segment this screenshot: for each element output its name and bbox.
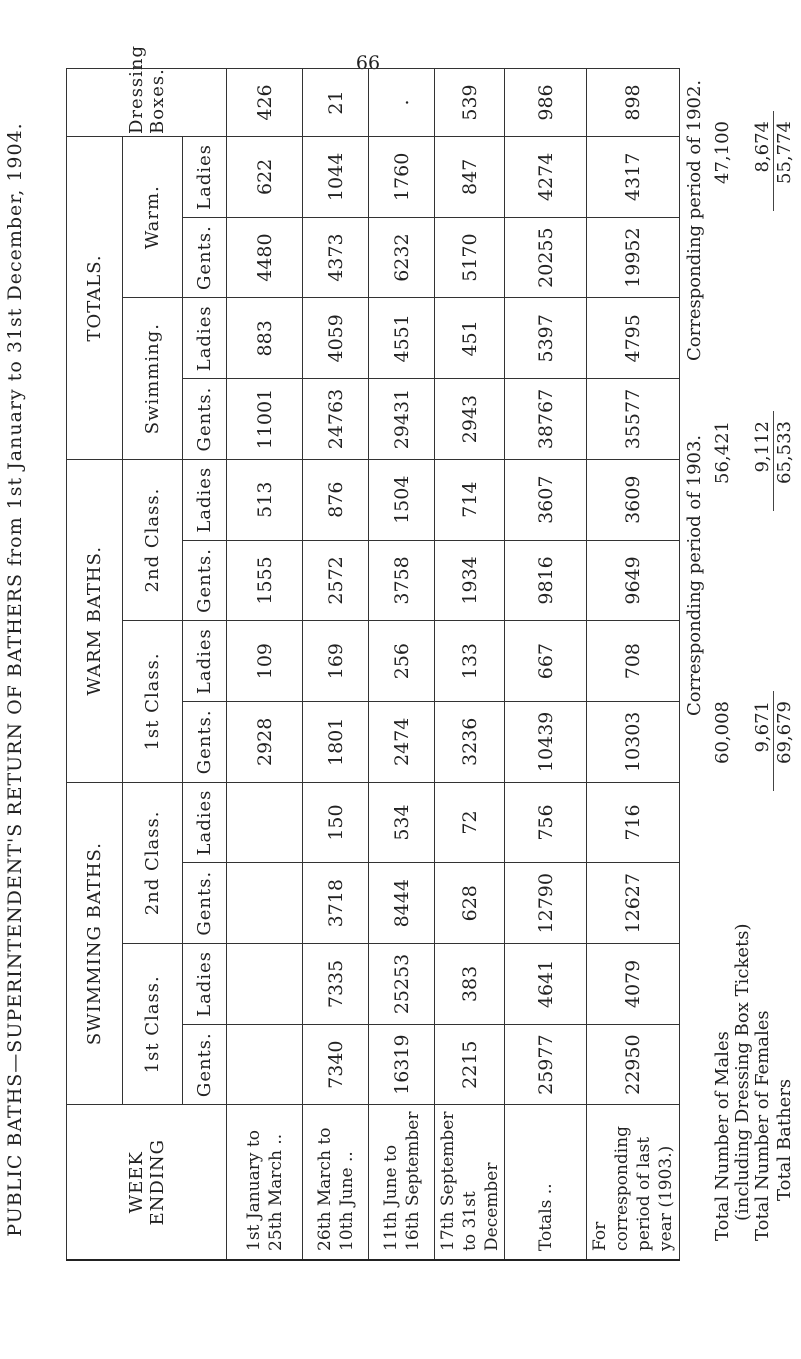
cell: 714 — [435, 459, 505, 540]
heading-1902: Corresponding period of 1902. — [684, 79, 705, 361]
cell: 2572 — [303, 540, 369, 621]
cell: 2215 — [435, 1024, 505, 1105]
cell: 12627 — [587, 863, 680, 944]
total-1903: 65,533 — [774, 421, 795, 484]
cell: 1044 — [303, 137, 369, 218]
col-gents: Gents. — [183, 701, 227, 782]
males-label: Total Number of Males — [712, 1031, 733, 1241]
males-1904: 60,008 — [712, 701, 733, 764]
cell: 986 — [505, 69, 587, 137]
swimming-baths-header: SWIMMING BATHS. — [67, 782, 123, 1105]
cell — [227, 1024, 303, 1105]
total-1904: 69,679 — [774, 701, 795, 764]
cell: 883 — [227, 298, 303, 379]
cell: 2474 — [369, 701, 435, 782]
col-gents: Gents. — [183, 863, 227, 944]
col-gents: Gents. — [183, 379, 227, 460]
cell: 133 — [435, 621, 505, 702]
warm-first-class-header: 1st Class. — [123, 621, 183, 782]
cell: 383 — [435, 944, 505, 1025]
cell: 3607 — [505, 459, 587, 540]
heading-1903: Corresponding period of 1903. — [684, 434, 705, 716]
cell: 25977 — [505, 1024, 587, 1105]
cell: 6232 — [369, 217, 435, 298]
cell: 426 — [227, 69, 303, 137]
col-gents: Gents. — [183, 540, 227, 621]
warm-second-class-header: 2nd Class. — [123, 459, 183, 620]
week-label: 17th September to 31st December — [435, 1105, 505, 1260]
cell: 2928 — [227, 701, 303, 782]
cell: 4551 — [369, 298, 435, 379]
cell: 539 — [435, 69, 505, 137]
totals-label: Totals .. — [505, 1105, 587, 1260]
table-row — [435, 69, 505, 1261]
cell: 1504 — [369, 459, 435, 540]
cell: 25253 — [369, 944, 435, 1025]
cell: 109 — [227, 621, 303, 702]
cell: 4795 — [587, 298, 680, 379]
cell: 10303 — [587, 701, 680, 782]
cell: 3718 — [303, 863, 369, 944]
cell: 72 — [435, 782, 505, 863]
cell: 756 — [505, 782, 587, 863]
cell: 256 — [369, 621, 435, 702]
week-label: 26th March to 10th June .. — [303, 1105, 369, 1260]
cell: 9649 — [587, 540, 680, 621]
cell: 4059 — [303, 298, 369, 379]
cell: 11001 — [227, 379, 303, 460]
cell: 1801 — [303, 701, 369, 782]
cell: 38767 — [505, 379, 587, 460]
cell: 29431 — [369, 379, 435, 460]
cell: 5397 — [505, 298, 587, 379]
swimming-first-class-header: 1st Class. — [123, 944, 183, 1105]
cell: 716 — [587, 782, 680, 863]
table-row — [227, 69, 303, 1261]
cell: 10439 — [505, 701, 587, 782]
table-row — [303, 69, 369, 1261]
col-gents: Gents. — [183, 1024, 227, 1105]
cell: 1555 — [227, 540, 303, 621]
females-label: Total Number of Females — [752, 1010, 773, 1241]
col-ladies: Ladies — [183, 782, 227, 863]
cell: 9816 — [505, 540, 587, 621]
cell — [227, 863, 303, 944]
col-ladies: Ladies — [183, 944, 227, 1025]
cell: 24763 — [303, 379, 369, 460]
cell: 847 — [435, 137, 505, 218]
col-ladies: Ladies — [183, 298, 227, 379]
cell: 8444 — [369, 863, 435, 944]
females-1902: 8,674 — [752, 121, 773, 173]
week-label: 11th June to 16th September — [369, 1105, 435, 1260]
females-1903: 9,112 — [752, 421, 773, 473]
totals-warm-header: Warm. — [123, 137, 183, 298]
cell: 150 — [303, 782, 369, 863]
cell: 4274 — [505, 137, 587, 218]
total-bathers-label: Total Bathers — [774, 1078, 795, 1201]
cell: 4373 — [303, 217, 369, 298]
cell: 21 — [303, 69, 369, 137]
cell: 4317 — [587, 137, 680, 218]
females-1904: 9,671 — [752, 701, 773, 753]
cell: 12790 — [505, 863, 587, 944]
cell: 7340 — [303, 1024, 369, 1105]
cell — [227, 944, 303, 1025]
cell: 1760 — [369, 137, 435, 218]
page-title: PUBLIC BATHS—SUPERINTENDENT'S RETURN OF BATHERS from 1st January to 31st December, 1904. — [4, 122, 26, 1237]
cell: 169 — [303, 621, 369, 702]
cell: 16319 — [369, 1024, 435, 1105]
bathers-table — [66, 44, 680, 1261]
cell: 708 — [587, 621, 680, 702]
cell: 876 — [303, 459, 369, 540]
totals-row — [505, 69, 587, 1261]
cell: 22950 — [587, 1024, 680, 1105]
cell — [227, 782, 303, 863]
cell: 5170 — [435, 217, 505, 298]
total-1902: 55,774 — [774, 121, 795, 184]
cell: 4641 — [505, 944, 587, 1025]
dressing-box-note: (including Dressing Box Tickets) — [732, 923, 753, 1221]
previous-year-label: For corresponding period of last year (1903.) — [587, 1105, 680, 1260]
swimming-second-class-header: 2nd Class. — [123, 782, 183, 943]
cell: 622 — [227, 137, 303, 218]
totals-header: TOTALS. — [67, 137, 123, 460]
cell: 19952 — [587, 217, 680, 298]
page-number: 66 — [355, 51, 381, 74]
col-gents: Gents. — [183, 217, 227, 298]
cell: 20255 — [505, 217, 587, 298]
cell: 667 — [505, 621, 587, 702]
warm-baths-header: WARM BATHS. — [67, 459, 123, 782]
table-row — [369, 69, 435, 1261]
cell: . — [369, 69, 435, 137]
cell: 1934 — [435, 540, 505, 621]
males-1902: 47,100 — [712, 121, 733, 184]
cell: 2943 — [435, 379, 505, 460]
cell: 3758 — [369, 540, 435, 621]
cell: 3609 — [587, 459, 680, 540]
cell: 628 — [435, 863, 505, 944]
previous-year-row — [587, 69, 680, 1261]
cell: 451 — [435, 298, 505, 379]
cell: 513 — [227, 459, 303, 540]
col-ladies: Ladies — [183, 137, 227, 218]
week-label: 1st January to 25th March .. — [227, 1105, 303, 1260]
cell: 534 — [369, 782, 435, 863]
cell: 898 — [587, 69, 680, 137]
cell: 4480 — [227, 217, 303, 298]
week-ending-header: WEEK ENDING — [67, 1105, 227, 1260]
col-ladies: Ladies — [183, 459, 227, 540]
cell: 7335 — [303, 944, 369, 1025]
totals-swimming-header: Swimming. — [123, 298, 183, 459]
males-1903: 56,421 — [712, 421, 733, 484]
cell: 35577 — [587, 379, 680, 460]
col-ladies: Ladies — [183, 621, 227, 702]
summary-block — [682, 68, 795, 1261]
dressing-boxes-header: Dressing Boxes. — [67, 69, 227, 137]
cell: 3236 — [435, 701, 505, 782]
cell: 4079 — [587, 944, 680, 1025]
